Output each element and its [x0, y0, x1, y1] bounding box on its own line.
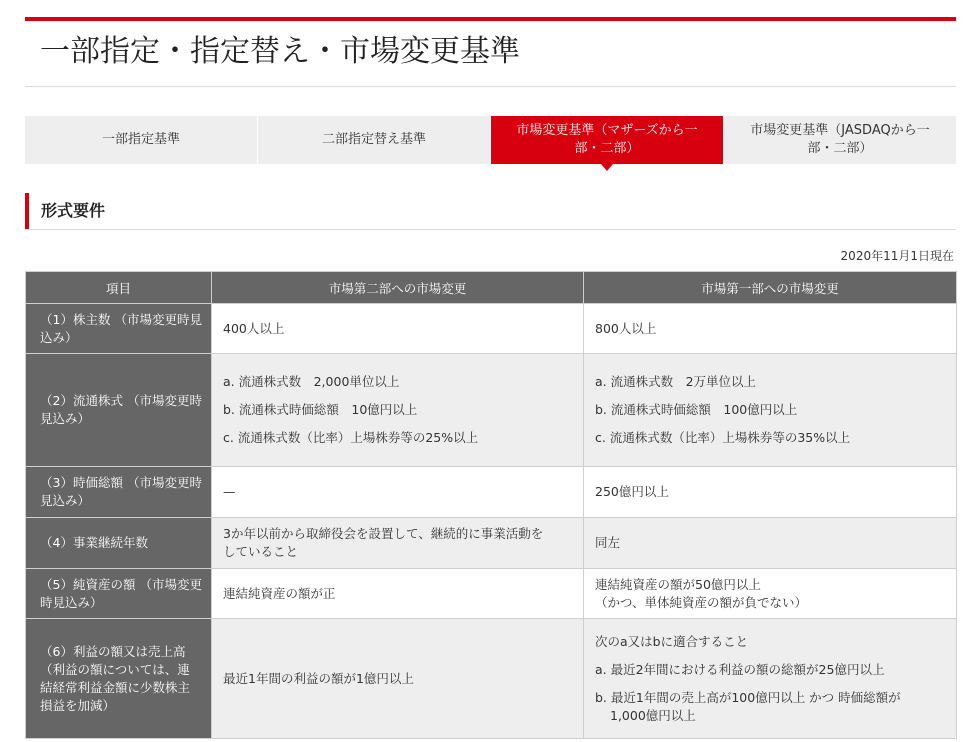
cell-first-section: 次のa又はbに適合すること a. 最近2年間における利益の額の総額が25億円以上 b. 最近1年間の売上高が100億円以上 かつ 時価総額が 1,000億円以上: [584, 619, 957, 739]
requirements-table: [25, 271, 957, 739]
row-item-profit-or-sales: （6）利益の額又は売上高 （利益の額については、連 結経常利益金額に少数株主 損益を加減）: [26, 619, 212, 739]
table-header-row: [26, 272, 957, 304]
cell-second-section: a. 流通株式数 2,000単位以上 b. 流通株式時価総額 10億円以上 c. 流通株式数（比率）上場株券等の25%以上: [212, 354, 584, 467]
row-item-business-years: （4）事業継続年数: [26, 518, 212, 569]
row-item-tradable-shares: （2）流通株式 （市場変更時見込み）: [26, 354, 212, 467]
column-header-second-section: 市場第二部への市場変更: [212, 272, 584, 304]
tab-market-change-jasdaq[interactable]: 市場変更基準（JASDAQから一部・二部）: [724, 116, 956, 164]
section-accent-bar: [25, 193, 29, 229]
tab-first-section-designation[interactable]: 一部指定基準: [25, 116, 257, 164]
cell-first-section: a. 流通株式数 2万単位以上 b. 流通株式時価総額 100億円以上 c. 流通株式数（比率）上場株券等の35%以上: [584, 354, 957, 467]
page-title: 一部指定・指定替え・市場変更基準: [40, 34, 520, 69]
section-heading: [25, 193, 956, 230]
cell-first-section: 800人以上: [584, 304, 957, 354]
column-header-item: 項目: [26, 272, 212, 304]
cell-second-section: —: [212, 467, 584, 518]
row-item-market-cap: （3）時価総額 （市場変更時見込み）: [26, 467, 212, 518]
section-title: 形式要件: [41, 201, 106, 220]
cell-second-section: 3か年以前から取締役会を設置して、継続的に事業活動を していること: [212, 518, 584, 569]
table-row: [26, 467, 957, 518]
top-accent-rule: [25, 17, 956, 21]
cell-first-section: 250億円以上: [584, 467, 957, 518]
table-row: [26, 569, 957, 619]
table-row: [26, 304, 957, 354]
title-divider: [25, 86, 956, 87]
row-item-net-assets: （5）純資産の額 （市場変更時見込み）: [26, 569, 212, 619]
table-row: [26, 619, 957, 739]
tab-market-change-mothers[interactable]: 市場変更基準（マザーズから一部・二部）: [491, 116, 723, 164]
as-of-date: 2020年11月1日現在: [840, 249, 954, 263]
cell-first-section: 同左: [584, 518, 957, 569]
criteria-tabs: [25, 116, 956, 164]
cell-second-section: 最近1年間の利益の額が1億円以上: [212, 619, 584, 739]
tab-second-section-reassignment[interactable]: 二部指定替え基準: [258, 116, 490, 164]
cell-second-section: 400人以上: [212, 304, 584, 354]
cell-second-section: 連結純資産の額が正: [212, 569, 584, 619]
row-item-shareholders: （1）株主数 （市場変更時見込み）: [26, 304, 212, 354]
table-row: [26, 518, 957, 569]
cell-first-section: 連結純資産の額が50億円以上 （かつ、単体純資産の額が負でない）: [584, 569, 957, 619]
table-row: [26, 354, 957, 467]
column-header-first-section: 市場第一部への市場変更: [584, 272, 957, 304]
